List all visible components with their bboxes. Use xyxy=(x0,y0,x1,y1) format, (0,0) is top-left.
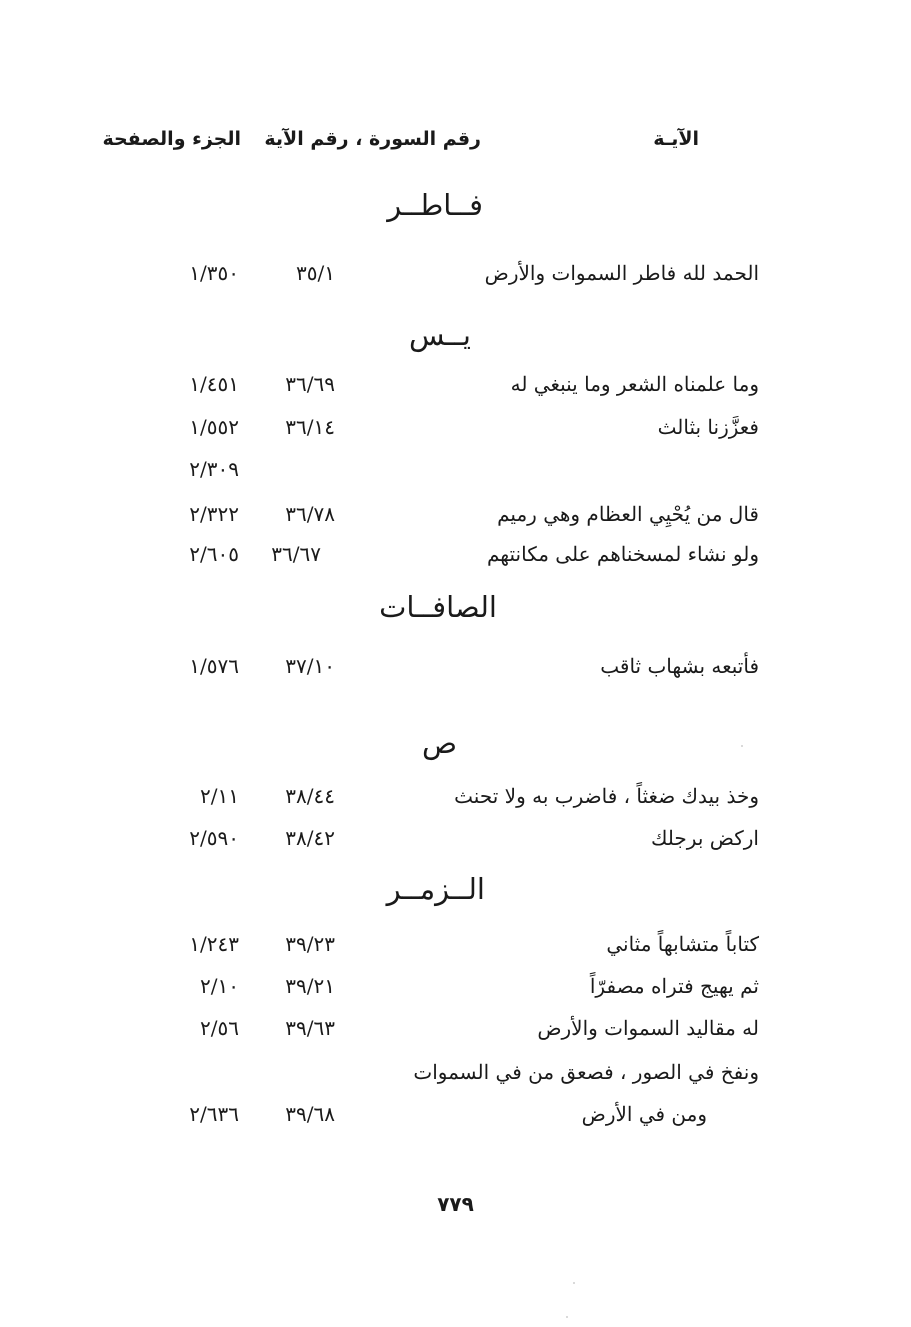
scan-speck xyxy=(566,1316,568,1318)
volume-page-ref: ٢/١٠ xyxy=(200,974,239,998)
volume-page-ref: ١/٣٥٠ xyxy=(189,261,239,285)
volume-page-ref: ١/٥٥٢ xyxy=(189,415,239,439)
verse-text: وخذ بيدك ضغثاً ، فاضرب به ولا تحنث xyxy=(454,784,759,808)
surah-ayah-ref: ٣٩/٦٨ xyxy=(285,1102,335,1126)
surah-ayah-ref: ٣٨/٤٢ xyxy=(285,826,335,850)
volume-page-ref: ٢/١١ xyxy=(200,784,239,808)
verse-text: اركض برجلك xyxy=(650,826,759,850)
scan-speck xyxy=(573,1282,575,1284)
surah-ayah-ref: ٣٩/٢١ xyxy=(285,974,335,998)
surah-ayah-ref: ٣٥/١ xyxy=(296,261,335,285)
page-number: ٧٧٩ xyxy=(437,1192,474,1216)
verse-text: ثم يهيج فتراه مصفرّاً xyxy=(589,974,759,998)
volume-page-ref: ٢/٣٢٢ xyxy=(189,502,239,526)
volume-page-ref: ٢/٦٠٥ xyxy=(189,542,239,566)
volume-page-ref: ٢/٥٦ xyxy=(200,1016,239,1040)
scan-speck xyxy=(741,745,743,747)
volume-page-ref: ١/٢٤٣ xyxy=(189,932,239,956)
surah-ayah-ref: ٣٦/١٤ xyxy=(285,415,335,439)
surah-heading-as-saffat: الصافــات xyxy=(379,590,497,624)
surah-heading-yasin: يــس xyxy=(408,318,471,352)
verse-text: ومن في الأرض xyxy=(581,1102,707,1126)
surah-heading-az-zumar: الــزمــر xyxy=(386,872,485,906)
column-header-surah-ayah: رقم السورة ، رقم الآية xyxy=(264,128,481,150)
verse-text: ولو نشاء لمسخناهم على مكانتهم xyxy=(486,542,759,566)
surah-ayah-ref: ٣٦/٦٩ xyxy=(285,372,335,396)
surah-ayah-ref: ٣٦/٧٨ xyxy=(285,502,335,526)
verse-text: فعزَّزنا بثالث xyxy=(657,415,759,439)
surah-ayah-ref: ٣٨/٤٤ xyxy=(285,784,335,808)
surah-ayah-ref: ٣٦/٦٧ xyxy=(271,542,321,566)
verse-text: له مقاليد السموات والأرض xyxy=(537,1016,759,1040)
surah-ayah-ref: ٣٩/٢٣ xyxy=(285,932,335,956)
volume-page-ref: ٢/٣٠٩ xyxy=(189,457,239,481)
surah-ayah-ref: ٣٧/١٠ xyxy=(285,654,335,678)
volume-page-ref: ٢/٥٩٠ xyxy=(189,826,239,850)
column-header-volume-page: الجزء والصفحة xyxy=(102,128,241,150)
volume-page-ref: ١/٥٧٦ xyxy=(189,654,239,678)
surah-heading-sad: ص xyxy=(421,726,457,760)
verse-text: الحمد لله فاطر السموات والأرض xyxy=(484,261,759,285)
surah-heading-fatir: فــاطــر xyxy=(387,188,483,222)
verse-text: وما علمناه الشعر وما ينبغي له xyxy=(510,372,759,396)
volume-page-ref: ٢/٦٣٦ xyxy=(189,1102,239,1126)
surah-ayah-ref: ٣٩/٦٣ xyxy=(285,1016,335,1040)
column-header-verse: الآيـة xyxy=(653,128,699,150)
verse-text: فأتبعه بشهاب ثاقب xyxy=(600,654,759,678)
volume-page-ref: ١/٤٥١ xyxy=(189,372,239,396)
verse-text: كتاباً متشابهاً مثاني xyxy=(606,932,759,956)
verse-text: قال من يُحْيِي العظام وهي رميم xyxy=(497,502,759,526)
verse-text: ونفخ في الصور ، فصعق من في السموات xyxy=(413,1060,759,1084)
